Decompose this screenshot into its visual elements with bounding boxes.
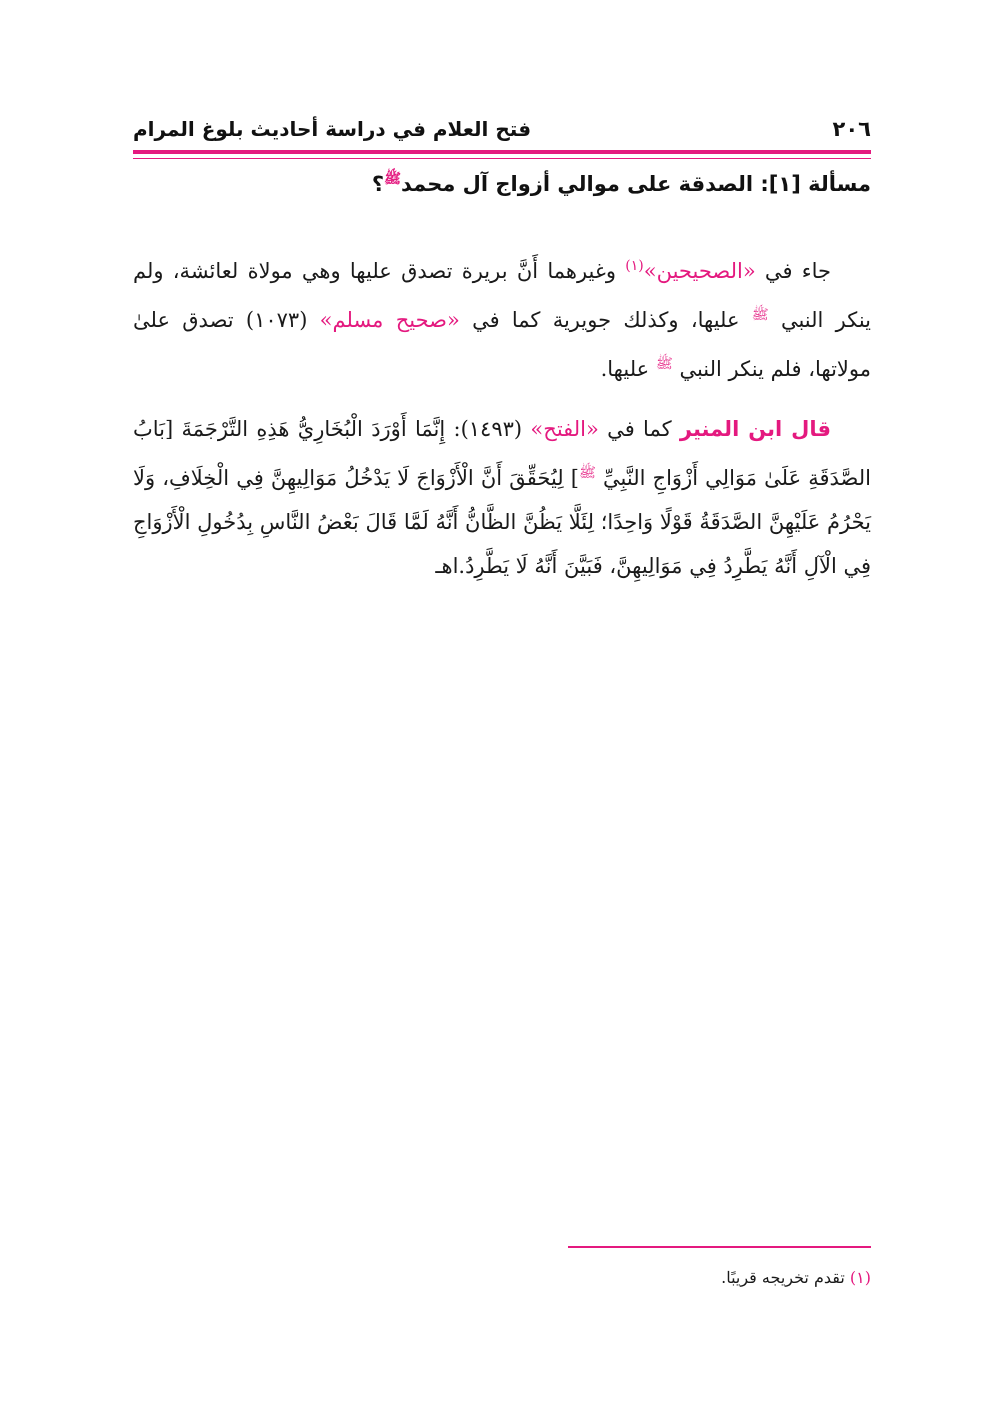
page-number: ٢٠٦ [832,117,871,141]
text-span: عليها. [600,357,656,381]
blessing-glyph: ﷺ [384,171,401,187]
issue-heading [133,170,871,196]
paragraph-1 [133,244,871,391]
speaker-name: قال ابن المنير [679,417,831,441]
quoted-title: «صحيح مسلم» [319,308,460,332]
main-text [133,244,871,588]
text-span: كما في [598,417,680,441]
header-rule [133,150,871,154]
text-span: ] لِيُحَقِّقَ أَنَّ الْأَزْوَاجَ لَا يَدْخُلُ مَوَالِيهِنَّ فِي الْخِلَافِ، وَلَا يَحْرُمُ عَلَيْهِنَّ الصَّدَقَةُ قَوْلًا وَاحِدًا؛ لِئَلَّا يَظُنَّ الظَّانُّ أَنَّهُ لَمَّا قَالَ بَعْضُ النَّاسِ بِدُخُولِ الْأَزْوَاجِ فِي الْآلِ أَنَّهُ يَطَّرِدُ فِي مَوَالِيهِنَّ، فَبَيَّنَ أَنَّهُ لَا يَطَّرِدُ.اهـ [133,466,871,578]
text-span: عليها، وكذلك جويرية كما في [459,308,752,332]
header-rule-thin [133,158,871,159]
issue-end: ؟ [371,172,385,196]
issue-label: مسألة [١]: [760,172,871,196]
text-span: (١٤٩٣): إِنَّمَا أَوْرَدَ الْبُخَارِيُّ هَذِهِ التَّرْجَمَةَ [بَابُ الصَّدَقَةِ عَلَىٰ مَوَالِي أَزْوَاجِ النَّبِيِّ [133,417,871,490]
footnote-text: تقدم تخريجه قريبًا. [721,1268,850,1287]
blessing-glyph: ﷺ [578,465,596,481]
issue-title: الصدقة على موالي أزواج آل محمد [401,172,754,196]
text-span: جاء في [755,259,831,283]
text-span: وغيرهما أَنَّ بريرة تصدق عليها وهي مولاة لعائشة، ولم ينكر النبي [133,259,872,332]
footnote [133,1268,871,1287]
page-header [133,112,871,146]
footnote-ref: (١) [625,258,644,274]
quoted-title: «الفتح» [530,417,599,441]
text-span: (١٠٧٣) تصدق علىٰ مولاتها، فلم ينكر النبي [133,308,871,381]
footnote-mark: (١) [849,1268,871,1287]
blessing-glyph: ﷺ [655,356,673,372]
running-title: فتح العلام في دراسة أحاديث بلوغ المرام [133,117,532,141]
paragraph-2 [133,407,871,588]
blessing-glyph: ﷺ [751,307,769,323]
quoted-title: «الصحيحين» [643,259,756,283]
footnote-separator [568,1246,871,1248]
